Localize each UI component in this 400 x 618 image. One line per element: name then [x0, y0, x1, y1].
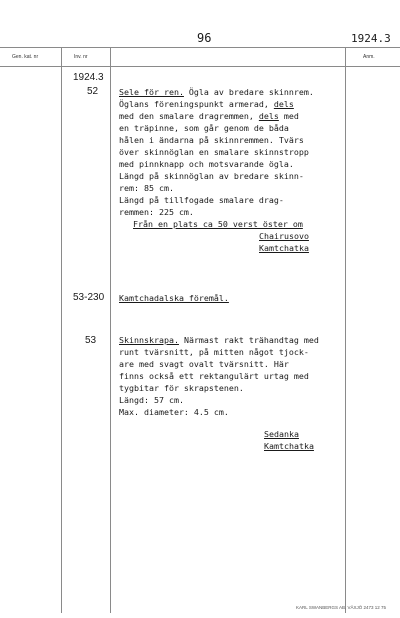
inv-number-52: 52 — [87, 86, 99, 97]
entry-53-line-5: tygbitar för skrapstenen. — [119, 383, 244, 393]
entry-53-line-2: runt tvärsnitt, på mitten något tjock- — [119, 347, 309, 357]
entry-52-line-10: Längd på tillfogade smalare drag- — [119, 195, 284, 205]
entry-53-line-7: Max. diameter: 4.5 cm. — [119, 407, 229, 417]
inv-number-53-230: 53-230 — [73, 292, 105, 303]
group-heading: Kamtchadalska föremål. — [119, 293, 229, 303]
entry-53-title: Skinnskrapa. — [119, 335, 179, 345]
entry-52-line-4: en träpinne, som går genom de båda — [119, 123, 289, 133]
entry-52-line-8: Längd på skinnöglan av bredare skinn- — [119, 171, 304, 181]
column-divider-anm — [345, 47, 346, 613]
entry-52-line-11: remmen: 225 cm. — [119, 207, 194, 217]
header-top-rule — [0, 47, 400, 48]
entry-53-line-4: finns också ett rektangulärt urtag med — [119, 371, 309, 381]
entry-52-line-6: över skinnöglan en smalare skinnstropp — [119, 147, 309, 157]
entry-52-place-2: Kamtchatka — [259, 243, 309, 253]
column-divider-inv — [110, 47, 111, 613]
column-header-anm: Anm. — [363, 54, 375, 60]
entry-52-line-2: Öglans föreningspunkt armerad, dels — [119, 99, 294, 109]
entry-53-line-3: are med svagt ovalt tvärsnitt. Här — [119, 359, 289, 369]
entry-53-line-1: Skinnskrapa. Närmast rakt trähandtag med — [119, 335, 319, 345]
entry-53-place-2: Kamtchatka — [264, 441, 314, 451]
inv-number-53: 53 — [85, 335, 97, 346]
entry-53-place-1: Sedanka — [264, 429, 299, 439]
entry-53-line-6: Längd: 57 cm. — [119, 395, 184, 405]
margin-year: 1924.3 — [73, 72, 104, 83]
entry-52-line-5: hålen i ändarna på skinnremmen. Tvärs — [119, 135, 304, 145]
header-year: 1924.3 — [351, 32, 391, 45]
entry-52-place-1: Chairusovo — [259, 231, 309, 241]
header-bottom-rule — [0, 66, 400, 67]
entry-52-line-1: Sele för ren. Ögla av bredare skinnrem. — [119, 87, 314, 97]
entry-52-line-9: rem: 85 cm. — [119, 183, 174, 193]
column-header-inv-nr: Inv. nr — [74, 54, 88, 60]
entry-52-line-7: med pinnknapp och motsvarande ögla. — [119, 159, 294, 169]
entry-52-provenance: Från en plats ca 50 verst öster om — [133, 219, 303, 229]
entry-52-title: Sele för ren. — [119, 87, 184, 97]
print-code: KARL SWANBERGS AB, VÄXJÖ 2473 12 75 — [296, 605, 386, 610]
column-divider-gen — [61, 47, 62, 613]
column-header-gen-kat: Gen. kat. nr — [12, 54, 39, 60]
entry-52-line-3: med den smalare dragremmen, dels med — [119, 111, 299, 121]
page-number: 96 — [197, 31, 212, 45]
